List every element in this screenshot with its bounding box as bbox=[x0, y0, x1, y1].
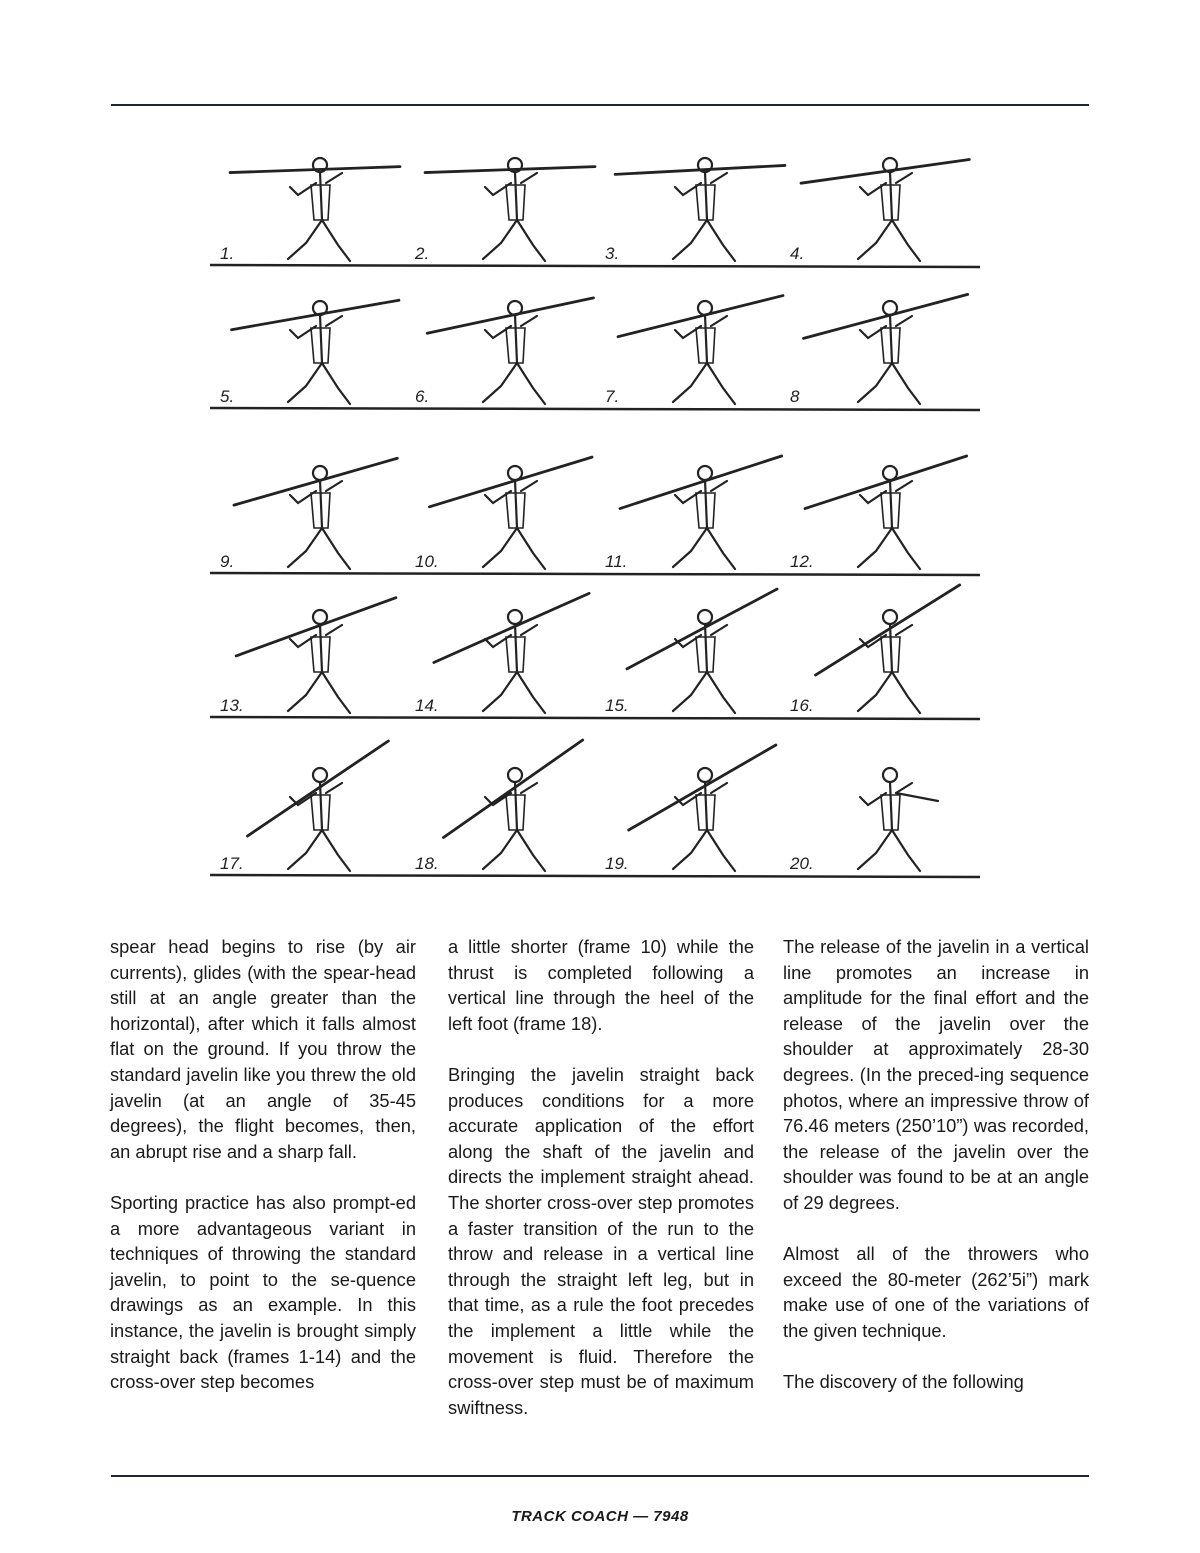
sequence-frame bbox=[618, 296, 783, 404]
sequence-frame bbox=[805, 456, 967, 569]
text-column-1 bbox=[110, 934, 416, 1395]
frame-label: 1. bbox=[220, 244, 235, 263]
top-rule bbox=[111, 104, 1089, 106]
frame-label: 7. bbox=[605, 387, 620, 406]
frame-label: 19. bbox=[605, 854, 629, 873]
frame-label: 15. bbox=[605, 696, 629, 715]
frame-label: 17. bbox=[220, 854, 244, 873]
sequence-frame bbox=[801, 158, 969, 261]
text-column-2 bbox=[448, 934, 754, 1420]
frame-label: 14. bbox=[415, 696, 439, 715]
paragraph: The release of the javelin in a vertical line promotes an increase in amplitude for the final effort and the release of the javelin over the shoulder at approximately 28-30 degrees. (In the preced-ing sequence photos, where an impressive throw of 76.46 meters (250’10”) was recorded, the release of the javelin over the shoulder was found to be at an angle of 29 degrees. bbox=[783, 936, 1089, 1213]
paragraph: spear head begins to rise (by air currents), glides (with the spear-head still at an angle greater than the horizontal), after which it falls almost flat on the ground. If you throw the standard javelin like you threw the old javelin (at an angle of 35-45 degrees), the flight becomes, then, an abrupt rise and a sharp fall. bbox=[110, 936, 416, 1162]
sequence-frame bbox=[425, 158, 595, 261]
text-column-3 bbox=[783, 934, 1089, 1395]
paragraph: a little shorter (frame 10) while the thrust is completed following a vertical line through the heel of the left foot (frame 18). bbox=[448, 936, 754, 1034]
ground-line bbox=[210, 408, 980, 410]
bottom-rule bbox=[111, 1475, 1089, 1477]
sequence-frame bbox=[858, 768, 938, 871]
frame-label: 10. bbox=[415, 552, 439, 571]
sequence-frame bbox=[803, 294, 967, 404]
sequence-frame bbox=[815, 585, 959, 713]
paragraph: Almost all of the throwers who exceed the 80-meter (262’5i”) mark make use of one of the variations of the given technique. bbox=[783, 1243, 1089, 1341]
sequence-frame bbox=[427, 298, 593, 404]
paragraph: Bringing the javelin straight back produces conditions for a more accurate application of the effort along the shaft of the javelin and directs the implement straight ahead. The shorter cross-over step promotes a faster transition of the run to the throw and release in a vertical line through the straight left leg, but in that time, as a rule the foot precedes the implement a little while the movement is fluid. Therefore the cross-over step must be of maximum swiftness. bbox=[448, 1063, 754, 1418]
frame-label: 3. bbox=[605, 244, 620, 263]
frame-label: 18. bbox=[415, 854, 439, 873]
frame-label: 9. bbox=[220, 552, 235, 571]
frame-label: 16. bbox=[790, 696, 814, 715]
ground-line bbox=[210, 573, 980, 575]
sequence-frame bbox=[434, 593, 589, 713]
frame-label: 6. bbox=[415, 387, 430, 406]
sequence-frame bbox=[234, 458, 397, 569]
sequence-frame bbox=[629, 745, 776, 871]
sequence-frame bbox=[620, 456, 782, 569]
frame-label: 8 bbox=[790, 387, 800, 406]
page-footer: TRACK COACH — 7948 bbox=[511, 1508, 689, 1525]
javelin-sequence-figure bbox=[195, 140, 995, 890]
frame-label: 11. bbox=[605, 552, 628, 571]
sequence-frame bbox=[615, 158, 785, 261]
paragraph: The discovery of the following bbox=[783, 1371, 1024, 1393]
frame-label: 2. bbox=[415, 244, 430, 263]
ground-line bbox=[210, 875, 980, 877]
sequence-frame bbox=[627, 589, 777, 713]
sequence-frame bbox=[230, 158, 400, 261]
frame-label: 20. bbox=[790, 854, 814, 873]
paragraph: Sporting practice has also prompt-ed a more advantageous variant in techniques of throwing the standard javelin, to point to the se-quence drawings as an example. In this instance, the javelin is brought simply straight back (frames 1-14) and the cross-over step becomes bbox=[110, 1191, 416, 1393]
sequence-frame bbox=[236, 598, 396, 713]
sequence-frame bbox=[232, 300, 399, 404]
sequence-frame bbox=[429, 457, 592, 569]
frame-label: 13. bbox=[220, 696, 244, 715]
frame-label: 4. bbox=[790, 244, 805, 263]
sequence-frame bbox=[247, 741, 388, 871]
ground-line bbox=[210, 717, 980, 719]
sequence-frame bbox=[443, 740, 582, 871]
frame-label: 12. bbox=[790, 552, 814, 571]
ground-line bbox=[210, 265, 980, 267]
frame-label: 5. bbox=[220, 387, 235, 406]
